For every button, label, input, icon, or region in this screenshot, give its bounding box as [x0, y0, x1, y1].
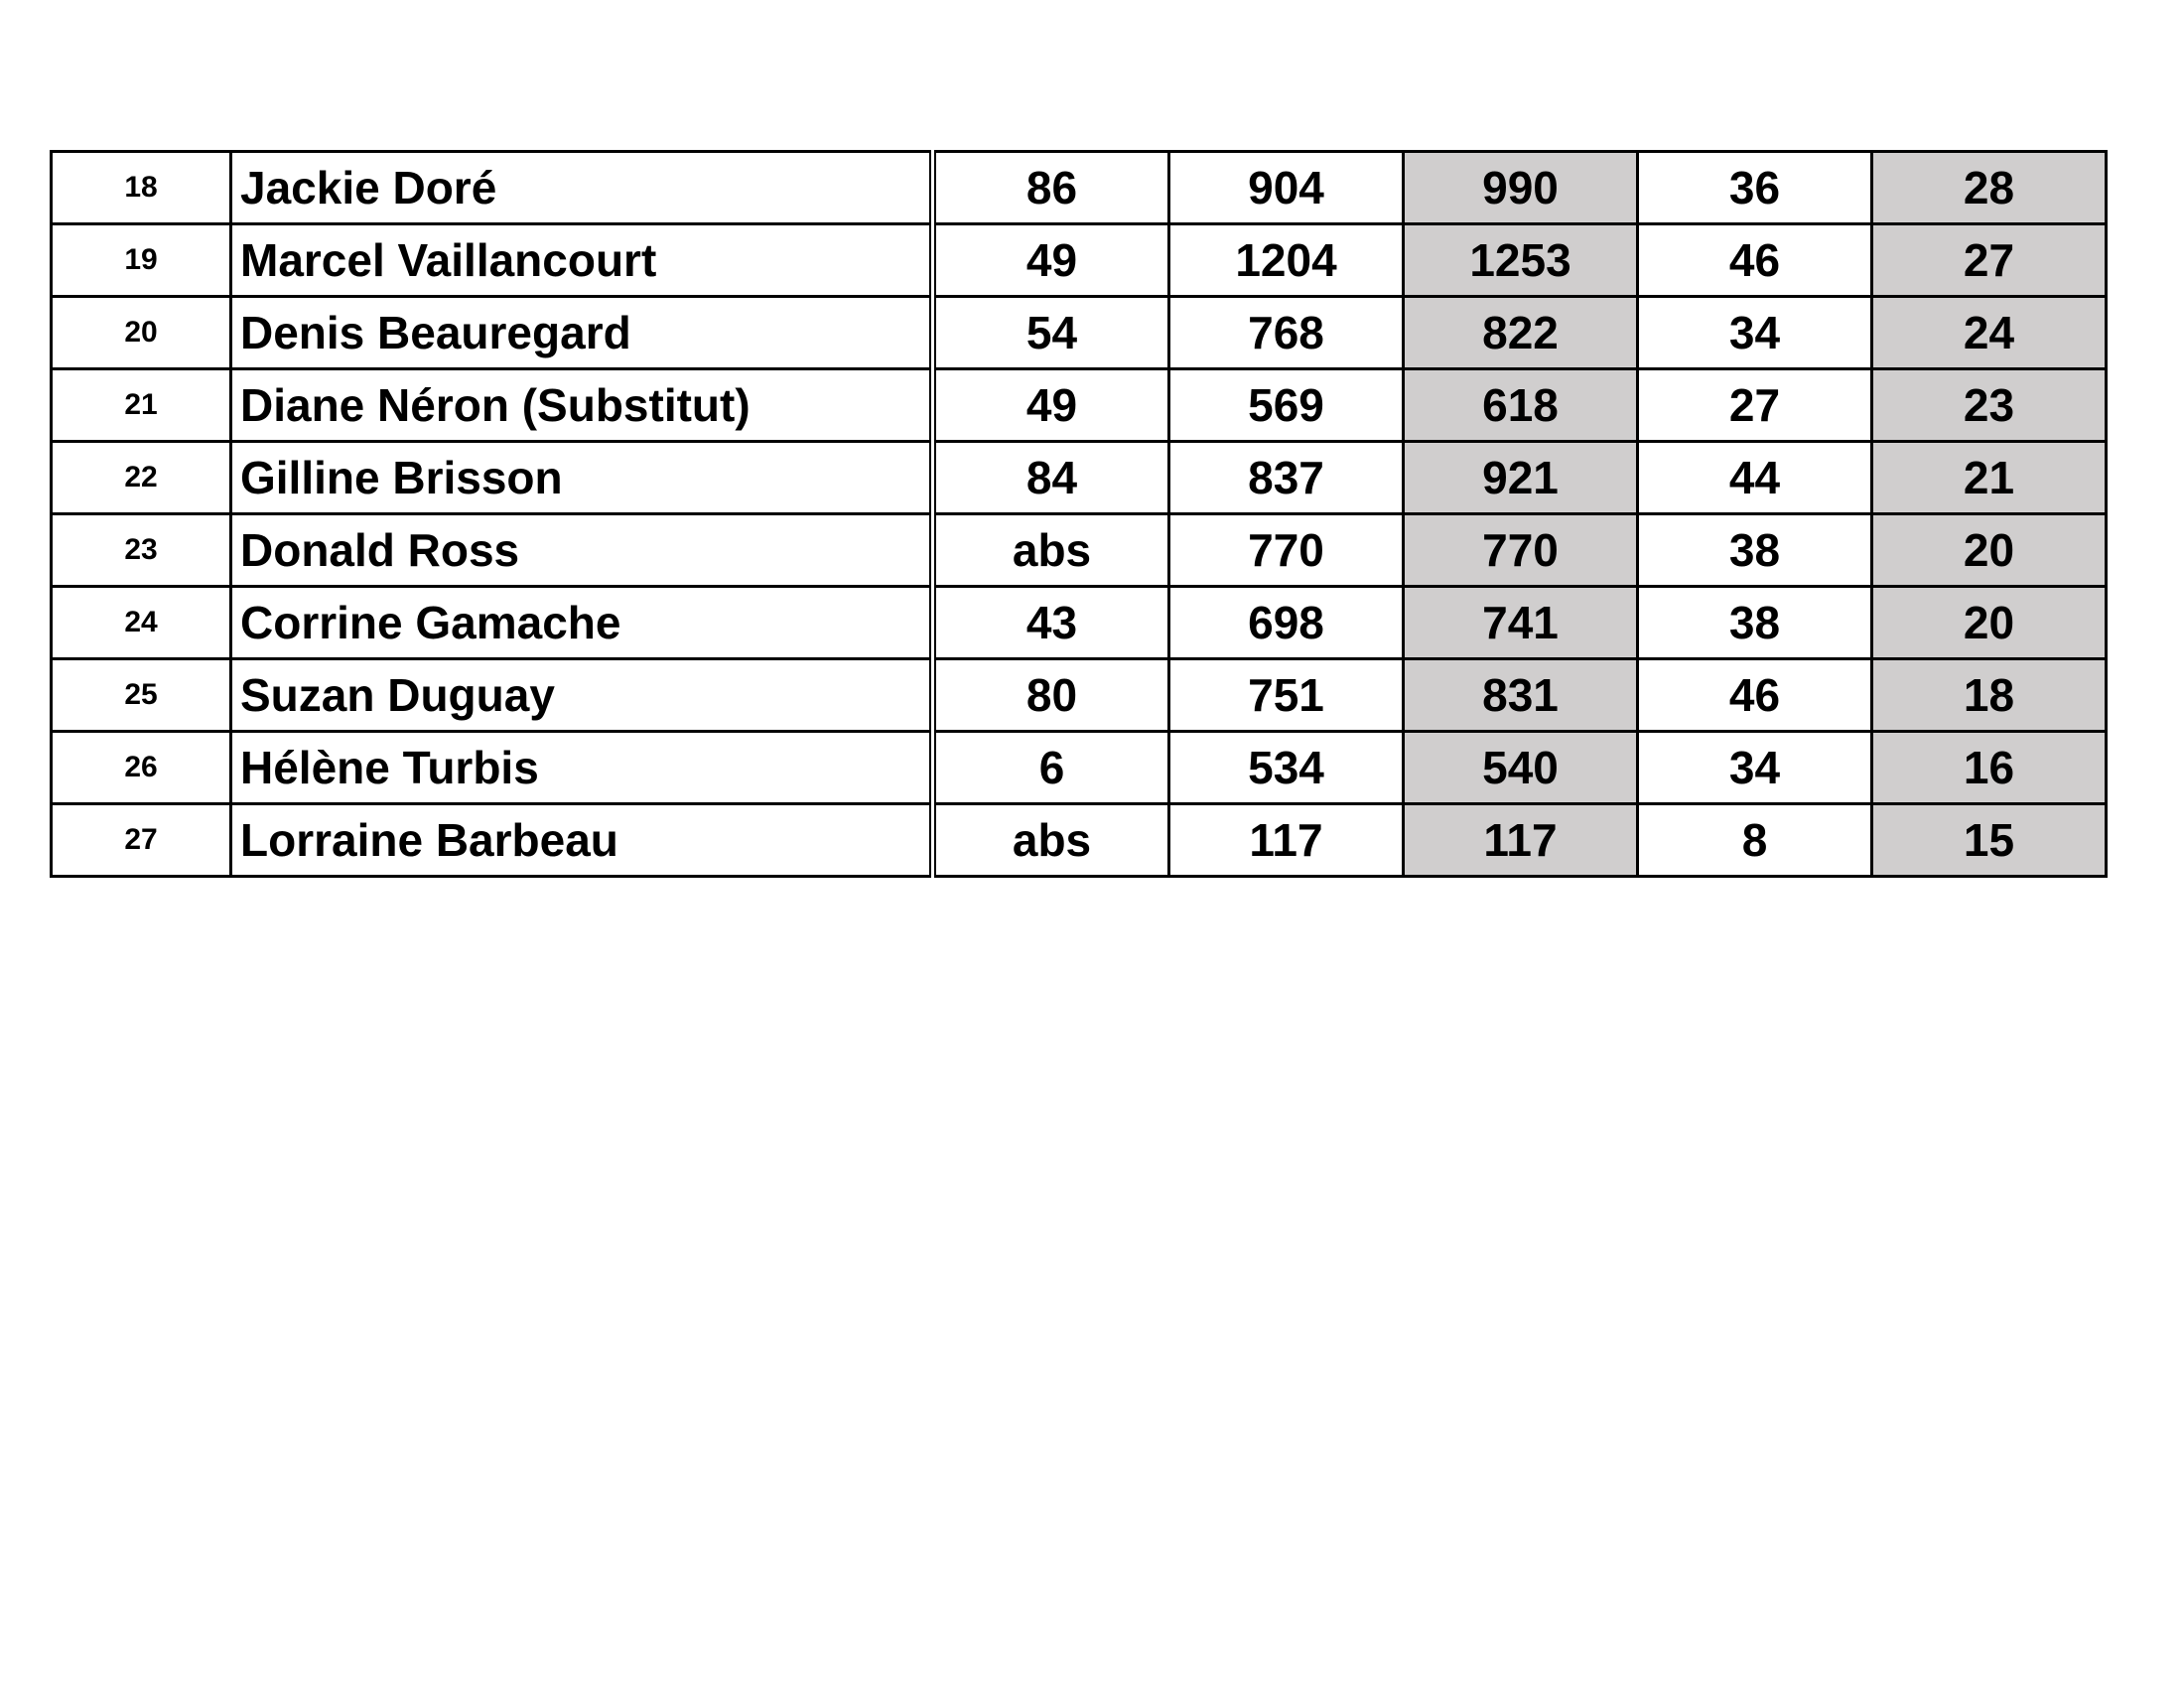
score-col-4-cell: 44: [1638, 442, 1872, 514]
points-cell: 16: [1872, 732, 2107, 804]
table-row: [52, 659, 2107, 732]
score-col-1-cell: 49: [933, 224, 1169, 297]
table-row: [52, 224, 2107, 297]
score-col-2-cell: 698: [1169, 587, 1404, 659]
rank-cell: 21: [52, 369, 231, 442]
score-col-2-cell: 837: [1169, 442, 1404, 514]
rank-cell: 26: [52, 732, 231, 804]
table-row: [52, 369, 2107, 442]
total-score-cell: 117: [1404, 804, 1638, 877]
player-name-cell: Marcel Vaillancourt: [231, 224, 933, 297]
standings-table-body: [52, 152, 2107, 877]
player-name-cell: Donald Ross: [231, 514, 933, 587]
rank-cell: 24: [52, 587, 231, 659]
points-cell: 20: [1872, 587, 2107, 659]
player-name-cell: Hélène Turbis: [231, 732, 933, 804]
rank-cell: 19: [52, 224, 231, 297]
rank-cell: 23: [52, 514, 231, 587]
score-col-1-cell: abs: [933, 514, 1169, 587]
table-row: [52, 514, 2107, 587]
score-col-1-cell: 43: [933, 587, 1169, 659]
total-score-cell: 741: [1404, 587, 1638, 659]
total-score-cell: 618: [1404, 369, 1638, 442]
player-name-cell: Diane Néron (Substitut): [231, 369, 933, 442]
points-cell: 20: [1872, 514, 2107, 587]
total-score-cell: 822: [1404, 297, 1638, 369]
score-col-4-cell: 38: [1638, 514, 1872, 587]
score-col-2-cell: 770: [1169, 514, 1404, 587]
points-cell: 24: [1872, 297, 2107, 369]
standings-table: [50, 150, 2108, 878]
total-score-cell: 770: [1404, 514, 1638, 587]
total-score-cell: 540: [1404, 732, 1638, 804]
table-row: [52, 152, 2107, 224]
player-name-cell: Gilline Brisson: [231, 442, 933, 514]
score-col-1-cell: 54: [933, 297, 1169, 369]
player-name-cell: Corrine Gamache: [231, 587, 933, 659]
score-col-2-cell: 751: [1169, 659, 1404, 732]
score-col-4-cell: 46: [1638, 659, 1872, 732]
table-row: [52, 297, 2107, 369]
score-col-2-cell: 904: [1169, 152, 1404, 224]
player-name-cell: Denis Beauregard: [231, 297, 933, 369]
points-cell: 23: [1872, 369, 2107, 442]
score-col-1-cell: 86: [933, 152, 1169, 224]
score-col-1-cell: abs: [933, 804, 1169, 877]
points-cell: 28: [1872, 152, 2107, 224]
score-col-2-cell: 569: [1169, 369, 1404, 442]
player-name-cell: Lorraine Barbeau: [231, 804, 933, 877]
total-score-cell: 1253: [1404, 224, 1638, 297]
total-score-cell: 990: [1404, 152, 1638, 224]
total-score-cell: 831: [1404, 659, 1638, 732]
score-col-1-cell: 80: [933, 659, 1169, 732]
points-cell: 27: [1872, 224, 2107, 297]
score-col-4-cell: 36: [1638, 152, 1872, 224]
table-row: [52, 732, 2107, 804]
score-col-4-cell: 34: [1638, 732, 1872, 804]
score-col-4-cell: 38: [1638, 587, 1872, 659]
score-col-2-cell: 117: [1169, 804, 1404, 877]
score-col-2-cell: 1204: [1169, 224, 1404, 297]
score-col-4-cell: 46: [1638, 224, 1872, 297]
points-cell: 21: [1872, 442, 2107, 514]
score-col-2-cell: 534: [1169, 732, 1404, 804]
score-col-1-cell: 49: [933, 369, 1169, 442]
rank-cell: 20: [52, 297, 231, 369]
score-col-4-cell: 34: [1638, 297, 1872, 369]
score-col-1-cell: 84: [933, 442, 1169, 514]
table-row: [52, 804, 2107, 877]
rank-cell: 27: [52, 804, 231, 877]
rank-cell: 18: [52, 152, 231, 224]
player-name-cell: Jackie Doré: [231, 152, 933, 224]
score-col-1-cell: 6: [933, 732, 1169, 804]
total-score-cell: 921: [1404, 442, 1638, 514]
rank-cell: 25: [52, 659, 231, 732]
score-col-4-cell: 27: [1638, 369, 1872, 442]
rank-cell: 22: [52, 442, 231, 514]
player-name-cell: Suzan Duguay: [231, 659, 933, 732]
points-cell: 18: [1872, 659, 2107, 732]
table-row: [52, 442, 2107, 514]
table-row: [52, 587, 2107, 659]
points-cell: 15: [1872, 804, 2107, 877]
score-col-4-cell: 8: [1638, 804, 1872, 877]
score-col-2-cell: 768: [1169, 297, 1404, 369]
